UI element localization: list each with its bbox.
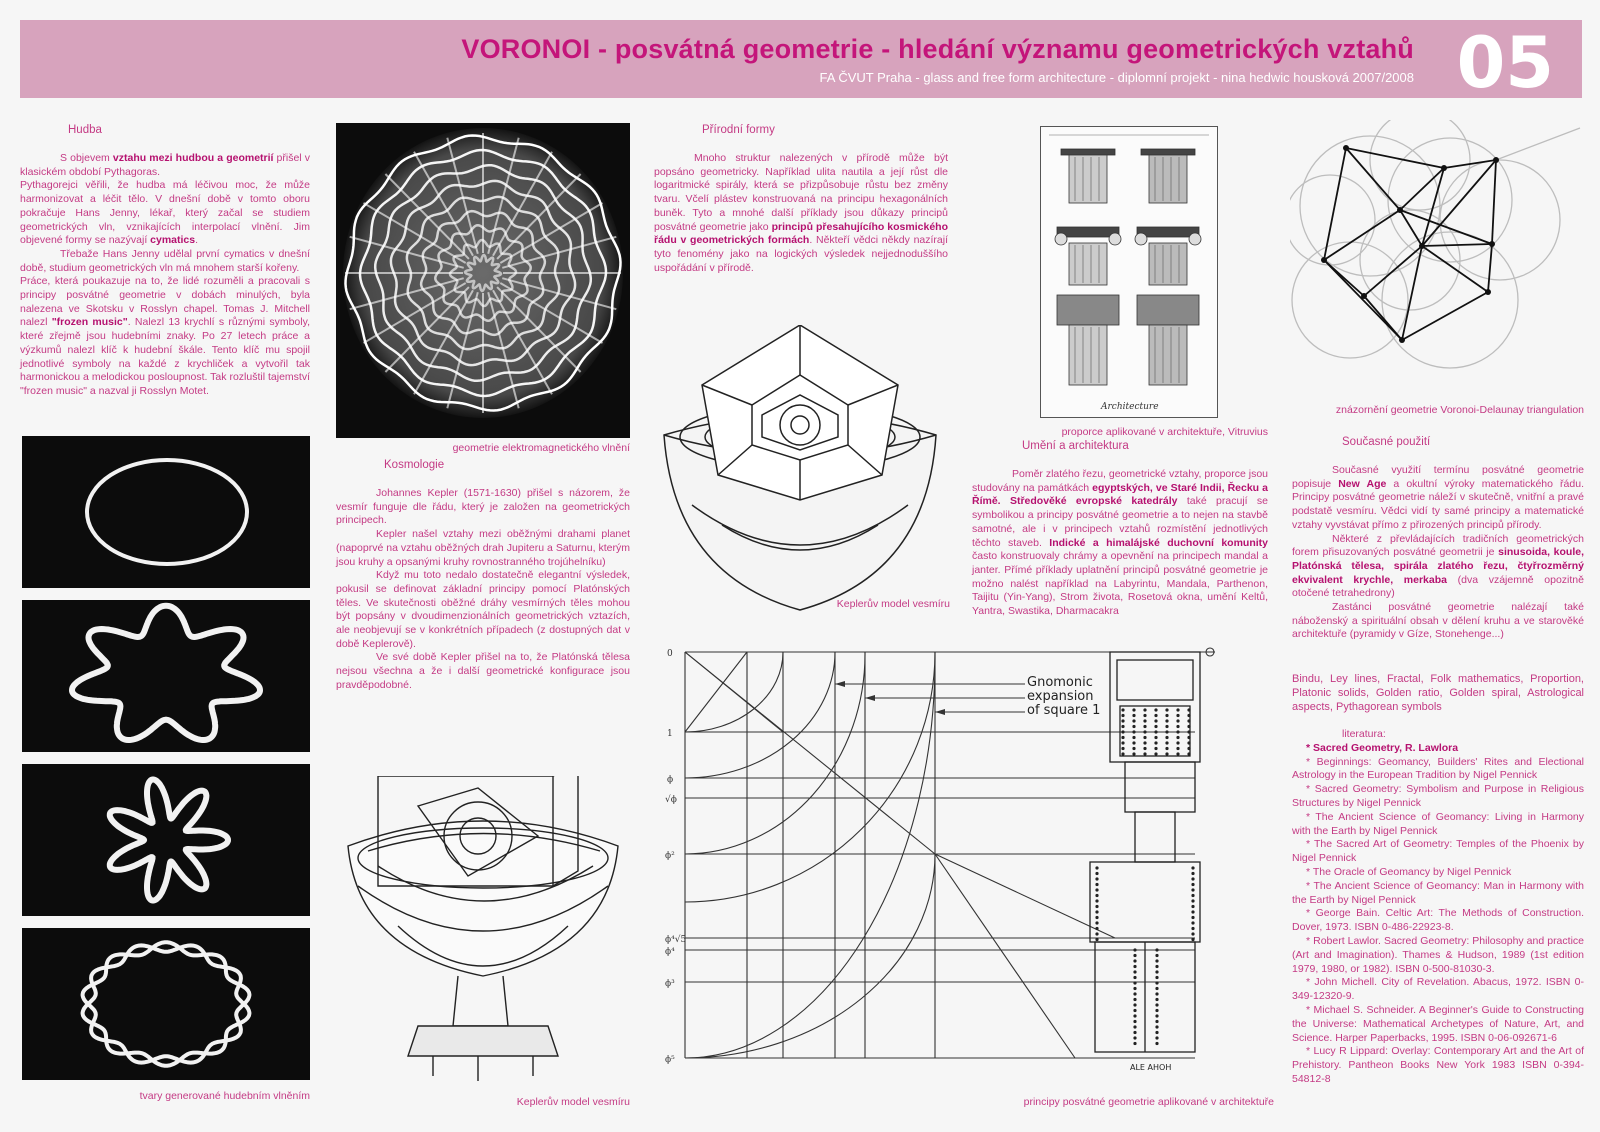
svg-text:ϕ³: ϕ³: [665, 979, 675, 989]
kepler-bottom-caption: Keplerův model vesmíru: [516, 1096, 630, 1108]
gnomonic-label-3: of square 1: [1027, 703, 1101, 718]
columns-plate-label: Architecture: [1101, 402, 1159, 412]
literatura-item: * Robert Lawlor. Sacred Geometry: Philosophy and practice (Art and Imagination). Thames & Hudson, 1989 (1st edition 1979, 1980, or 1982). ISBN 0-500-81030-3.: [1292, 934, 1584, 975]
literatura-item: * Sacred Geometry: Symbolism and Purpose in Religious Structures by Nigel Pennick: [1292, 783, 1584, 809]
literatura-item: * The Ancient Science of Geomancy: Living in Harmony with the Earth by Nigel Pennick: [1292, 810, 1584, 837]
header-banner: [20, 20, 1582, 104]
umeni-text: Poměr zlatého řezu, geometrické vztahy, proporce jsou studovány na památkách egyptských, ve Staré Indii, Řecku a Římě. Středověké evropské katedrály také pracují se symbolikou a principy posvátné geometrie a to nejen na stavbě samotné, ale i v principech vztahů rozmístění jednotlivých těchto staveb. Indické a himalájské duchovní komunity často konstruovaly chrámy a opevnění na principech mandal a janter. Přímé příklady uplatnění principů posvátné geometrie je možno nalést například na Labyrintu, Mandala, Parthenon, Taijitu (Yin-Yang), Strom života, Rosetová okna, umění Keltů, Yantra, Swastika, Dharmacakra: [972, 468, 1269, 618]
prirodni-heading: Přírodní formy: [702, 124, 775, 136]
literatura-item: * Beginnings: Geomancy, Builders' Rites and Electional Astrology in the European Tradition by Nigel Pennick: [1292, 755, 1584, 782]
literatura-item: * Michael S. Schneider. A Beginner's Guide to Constructing the Universe: Mathematical Archetypes of Nature, Art, and Science. Harper Paperbacks, 1995. ISBN 0-06-092671-6: [1292, 1003, 1584, 1044]
literatura-item: * The Ancient Science of Geomancy: Man in Harmony with the Earth by Nigel Pennick: [1292, 879, 1584, 906]
gnomonic-caption: principy posvátné geometrie aplikované v architektuře: [1023, 1096, 1274, 1108]
gnomonic-label-2: expansion: [1027, 689, 1094, 704]
svg-text:ϕ⁴√5: ϕ⁴√5: [665, 935, 687, 945]
page-subtitle: FA ČVUT Praha - glass and free form architecture - diplomní projekt - nina hedwic housková 2007/2008: [819, 70, 1414, 85]
soucasne-text: Současné využití termínu posvátné geometrie popisuje New Age a okultní výroky matematického řádu. Principy posvátné geometrie náleží v skutečně, vnitřní a pravé podstatě vesmíru. Vědci vidí ty samé principy a matematické vztahy vyvstávat přímo z přirozených principů přírody. Některé z převládajících tradičních geometrických forem přisuzovaných posvátné geometrii je sinusoida, koule, Platónská tělesa, spirála zlatého řezu, čtyřrozměrný ekvivalent krychle, merkaba (dva vzájemně opozitně otočené tetrahedrony) Zastánci posvátné geometrie nalézají také náboženský a spirituální obsah v dělení kruhu a ve starověké architektuře (pyramidy v Gíze, Stonehenge...): [1292, 464, 1585, 641]
wave-photo-flower: [22, 764, 310, 916]
svg-text:ϕ⁴: ϕ⁴: [665, 947, 675, 957]
literatura-item: * George Bain. Celtic Art: The Methods of Construction. Dover, 1973. ISBN 0-486-22923-8.: [1292, 907, 1584, 934]
gnomonic-label-1: Gnomonic: [1027, 675, 1093, 690]
literatura-heading: literatura:: [1342, 728, 1386, 740]
literatura-item: * John Michell. City of Revelation. Abacus, 1972. ISBN 0-349-12320-9.: [1292, 976, 1584, 1003]
keywords: Bindu, Ley lines, Fractal, Folk mathematics, Proportion, Platonic solids, Golden ratio, Golden spiral, Astrological aspects, Pythagorean symbols: [1292, 673, 1584, 713]
cymatics-photo: [336, 123, 630, 438]
gnomonic-diagram: [665, 640, 1275, 1090]
literatura-item: * Lucy R Lippard: Overlay: Contemporary Art and the Art of Prehistory. Pantheon Books New York 1983 ISBN 0-394-54812-8: [1292, 1045, 1584, 1085]
page-title: VORONOI - posvátná geometrie - hledání významu geometrických vztahů: [461, 34, 1414, 64]
literatura-item: * Sacred Geometry, R. Lawlora: [1306, 741, 1459, 754]
waves-caption: tvary generované hudebním vlněním: [139, 1090, 310, 1102]
svg-text:ϕ: ϕ: [667, 775, 674, 785]
hudba-text: S objevem vztahu mezi hudbou a geometrií přišel v klasickém období Pythagoras. Pythagorejci věřili, že hudba má léčivou moc, že může harmonizovat a léčit tělo. V dnešní době v tomto oboru pokračuje Hans Jenny, lékař, který začal se studiem geometrických vln, vznikajících interpolací vlnění. Jim objevené formy se nazývají cymatics. Třebaže Hans Jenny udělal první cymatics v dnešní době, studium geometrických vln má mnohem starší kořeny. Práce, která poukazuje na to, že lidé rozuměli a pracovali s principy posvátné geometrie v dobách minulých, byla nalezena ve Skotsku v Rosslyn chapel. Tomas J. Mitchell nalezl "frozen music". Nalezl 13 krychlí s různými symboly, které zřejmě jsou hudebními znaky. Po 27 letech práce a výzkumů nalezl klíč k hudební škále. Tento klíč mu spojil jednotlivé symboly na každé z krychliček a vytvořil tak harmonickou a melodickou posloupnost. Tak rozluštil tajemství "frozen music" a nazval ji Rosslyn Motet.: [20, 152, 310, 397]
svg-text:1: 1: [667, 729, 673, 739]
kepler-model-top: [662, 325, 938, 615]
voronoi-delaunay-diagram: [1290, 120, 1586, 400]
kosmologie-text: Johannes Kepler (1571-1630) přišel s názorem, že vesmír funguje dle řádu, který je založen na geometrických principech. Kepler našel vztahy mezi oběžnými drahami planet (napoprvé na vztahu oběžných drah Jupiteru a Saturnu, kterým jsou kruhy a opsanými kruhy rovnostranného trojúhelníku) Když mu toto nedalo dostatečně elegantní výsledek, pokusil se definovat základní principy pomocí Platónských těles. Ve skutečnosti oběžné dráhy vesmírných těles mohou být popsány v dvoudimenzionálních geometrických vztazích, ale neobjevují se v konkrétních případech (z dostupných dat v době Keplerově). Ve své době Kepler přišel na to, že Platónská tělesa nejsou všechna a že i další geometrické konfigurace jsou pravděpodobné.: [336, 487, 630, 691]
umeni-heading: Umění a architektura: [1022, 440, 1129, 452]
voronoi-caption: znázornění geometrie Voronoi-Delaunay triangulation: [1335, 404, 1584, 416]
columns-caption: proporce aplikované v architektuře, Vitruvius: [1061, 426, 1268, 438]
page-number: 05: [1456, 22, 1554, 104]
kepler-model-bottom: [338, 776, 628, 1086]
temple-plan: [1090, 652, 1200, 1052]
columns-plate: [1040, 126, 1218, 418]
svg-text:ϕ²: ϕ²: [665, 851, 675, 861]
wave-photo-star: [22, 600, 310, 752]
wave-photo-ellipse: [22, 436, 310, 588]
cymatics-caption: geometrie elektromagnetického vlnění: [452, 442, 630, 454]
literatura-item: * The Oracle of Geomancy by Nigel Pennick: [1306, 865, 1512, 878]
literatura-list: [1292, 728, 1584, 1087]
prirodni-text: Mnoho struktur nalezených v přírodě může být popsáno geometricky. Například ulita nautila a její růst dle logaritmické spirály, která se přizpůsobuje růstu bez změny tvaru. Včelí plástev konstruovaná na principu hexagonálních buněk. Tyto a mnohé další příklady jsou důkazy principů posvátné geometrie jako principů přesahujícího kosmického řádu v geometrických formách. Někteří vědci někdy nazírají tyto fenomény jako na logických výsledek nejjednoduššího uspořádání v přírodě.: [654, 152, 948, 274]
kosmologie-heading: Kosmologie: [384, 459, 445, 471]
kepler-top-caption: Keplerův model vesmíru: [836, 598, 950, 610]
wave-photo-ring: [22, 928, 310, 1080]
hudba-heading: Hudba: [68, 124, 102, 136]
svg-text:√ϕ: √ϕ: [665, 795, 677, 805]
svg-text:0: 0: [667, 649, 673, 659]
literatura-item: * The Sacred Art of Geometry: Temples of the Phoenix by Nigel Pennick: [1292, 838, 1584, 865]
soucasne-heading: Současné použití: [1342, 436, 1431, 448]
svg-text:ϕ⁵: ϕ⁵: [665, 1055, 675, 1065]
diagram-bottom-label: ALE AHOH: [1130, 1063, 1172, 1072]
